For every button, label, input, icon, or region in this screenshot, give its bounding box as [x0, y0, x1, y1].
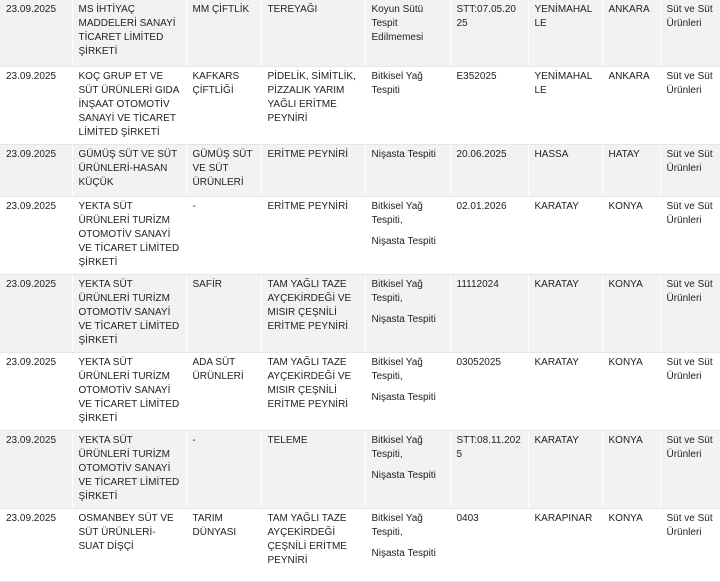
finding-text: Bitkisel Yağ Tespiti, — [371, 512, 423, 538]
lot-cell: STT:08.11.2025 — [450, 430, 528, 508]
city-cell: KONYA — [602, 352, 660, 430]
lot-cell: E352025 — [450, 66, 528, 144]
finding-text-secondary: Nişasta Tespiti — [371, 313, 436, 325]
brand-cell: MM ÇİFTLİK — [186, 0, 261, 66]
table-row — [0, 274, 720, 352]
lot-cell: 02.01.2026 — [450, 196, 528, 274]
table-row — [0, 144, 720, 196]
date-cell: 23.09.2025 — [0, 144, 72, 196]
district-cell: KARATAY — [528, 196, 602, 274]
finding-cell — [365, 196, 450, 274]
lot-cell: STT:07.05.2025 — [450, 0, 528, 66]
date-cell: 23.09.2025 — [0, 508, 72, 581]
finding-text: Bitkisel Yağ Tespiti, — [371, 278, 423, 304]
city-cell: KONYA — [602, 430, 660, 508]
lot-cell: 20.06.2025 — [450, 144, 528, 196]
brand-cell: GÜMÜŞ SÜT VE SÜT ÜRÜNLERİ — [186, 144, 261, 196]
district-cell: KARATAY — [528, 430, 602, 508]
group-cell: Süt ve Süt Ürünleri — [660, 144, 720, 196]
finding-text-secondary: Nişasta Tespiti — [371, 235, 436, 247]
finding-cell — [365, 144, 450, 196]
district-cell: KARAPINAR — [528, 508, 602, 581]
lot-cell: 03052025 — [450, 352, 528, 430]
product-cell: TELEME — [261, 430, 365, 508]
company-cell: OSMANBEY SÜT VE SÜT ÜRÜNLERİ-SUAT DİŞÇİ — [72, 508, 186, 581]
finding-cell — [365, 66, 450, 144]
finding-text-secondary: Nişasta Tespiti — [371, 547, 436, 559]
finding-text: Bitkisel Yağ Tespiti, — [371, 356, 423, 382]
product-cell: TAM YAĞLI TAZE AYÇEKİRDEĞİ VE MISIR ÇEŞNİLİ ERİTME PEYNİRİ — [261, 274, 365, 352]
group-cell: Süt ve Süt Ürünleri — [660, 0, 720, 66]
table-row — [0, 0, 720, 66]
product-cell: TEREYAĞI — [261, 0, 365, 66]
city-cell: ANKARA — [602, 0, 660, 66]
brand-cell: KAFKARS ÇİFTLİĞİ — [186, 66, 261, 144]
table-row — [0, 352, 720, 430]
company-cell: KOÇ GRUP ET VE SÜT ÜRÜNLERİ GIDA İNŞAAT OTOMOTİV SANAYİ VE TİCARET LİMİTED ŞİRKETİ — [72, 66, 186, 144]
group-cell: Süt ve Süt Ürünleri — [660, 430, 720, 508]
product-cell: PİDELİK, SİMİTLİK, PİZZALIK YARIM YAĞLI ERİTME PEYNİRİ — [261, 66, 365, 144]
group-cell: Süt ve Süt Ürünleri — [660, 274, 720, 352]
date-cell: 23.09.2025 — [0, 196, 72, 274]
group-cell: Süt ve Süt Ürünleri — [660, 508, 720, 581]
city-cell: HATAY — [602, 144, 660, 196]
table-row — [0, 196, 720, 274]
city-cell: KONYA — [602, 274, 660, 352]
group-cell: Süt ve Süt Ürünleri — [660, 352, 720, 430]
district-cell: KARATAY — [528, 274, 602, 352]
date-cell: 23.09.2025 — [0, 352, 72, 430]
finding-text-secondary: Nişasta Tespiti — [371, 469, 436, 481]
group-cell: Süt ve Süt Ürünleri — [660, 196, 720, 274]
finding-text: Nişasta Tespiti — [371, 148, 436, 160]
lot-cell: 0403 — [450, 508, 528, 581]
district-cell: KARATAY — [528, 352, 602, 430]
finding-cell — [365, 508, 450, 581]
city-cell: ANKARA — [602, 66, 660, 144]
finding-cell — [365, 352, 450, 430]
finding-text: Bitkisel Yağ Tespiti, — [371, 200, 423, 226]
brand-cell: ADA SÜT ÜRÜNLERİ — [186, 352, 261, 430]
district-cell: YENİMAHALLE — [528, 66, 602, 144]
brand-cell: TARIM DÜNYASI — [186, 508, 261, 581]
date-cell: 23.09.2025 — [0, 274, 72, 352]
company-cell: YEKTA SÜT ÜRÜNLERİ TURİZM OTOMOTİV SANAYİ VE TİCARET LİMİTED ŞİRKETİ — [72, 430, 186, 508]
finding-text: Koyun Sütü Tespit Edilmemesi — [371, 4, 424, 43]
finding-cell — [365, 274, 450, 352]
date-cell: 23.09.2025 — [0, 430, 72, 508]
brand-cell: SAFİR — [186, 274, 261, 352]
district-cell: YENİMAHALLE — [528, 0, 602, 66]
group-cell: Süt ve Süt Ürünleri — [660, 66, 720, 144]
city-cell: KONYA — [602, 196, 660, 274]
finding-text: Bitkisel Yağ Tespiti — [371, 70, 423, 96]
city-cell: KONYA — [602, 508, 660, 581]
company-cell: GÜMÜŞ SÜT VE SÜT ÜRÜNLERİ-HASAN KÜÇÜK — [72, 144, 186, 196]
lot-cell: 11112024 — [450, 274, 528, 352]
brand-cell: - — [186, 196, 261, 274]
company-cell: YEKTA SÜT ÜRÜNLERİ TURİZM OTOMOTİV SANAYİ VE TİCARET LİMİTED ŞİRKETİ — [72, 352, 186, 430]
brand-cell: - — [186, 430, 261, 508]
product-cell: TAM YAĞLI TAZE AYÇEKİRDEĞİ VE MISIR ÇEŞNİLİ ERİTME PEYNİRİ — [261, 352, 365, 430]
table-row — [0, 508, 720, 581]
date-cell: 23.09.2025 — [0, 66, 72, 144]
date-cell: 23.09.2025 — [0, 0, 72, 66]
product-cell: ERİTME PEYNİRİ — [261, 196, 365, 274]
finding-text-secondary: Nişasta Tespiti — [371, 391, 436, 403]
company-cell: YEKTA SÜT ÜRÜNLERİ TURİZM OTOMOTİV SANAYİ VE TİCARET LİMİTED ŞİRKETİ — [72, 196, 186, 274]
district-cell: HASSA — [528, 144, 602, 196]
finding-text: Bitkisel Yağ Tespiti, — [371, 434, 423, 460]
finding-cell — [365, 430, 450, 508]
table-row — [0, 66, 720, 144]
company-cell: YEKTA SÜT ÜRÜNLERİ TURİZM OTOMOTİV SANAYİ VE TİCARET LİMİTED ŞİRKETİ — [72, 274, 186, 352]
product-cell: TAM YAĞLI TAZE AYÇEKİRDEĞİ ÇEŞNİLİ ERİTME PEYNİRİ — [261, 508, 365, 581]
finding-cell — [365, 0, 450, 66]
product-cell: ERİTME PEYNİRİ — [261, 144, 365, 196]
company-cell: MS İHTİYAÇ MADDELERİ SANAYİ TİCARET LİMİTED ŞİRKETİ — [72, 0, 186, 66]
table-row — [0, 430, 720, 508]
